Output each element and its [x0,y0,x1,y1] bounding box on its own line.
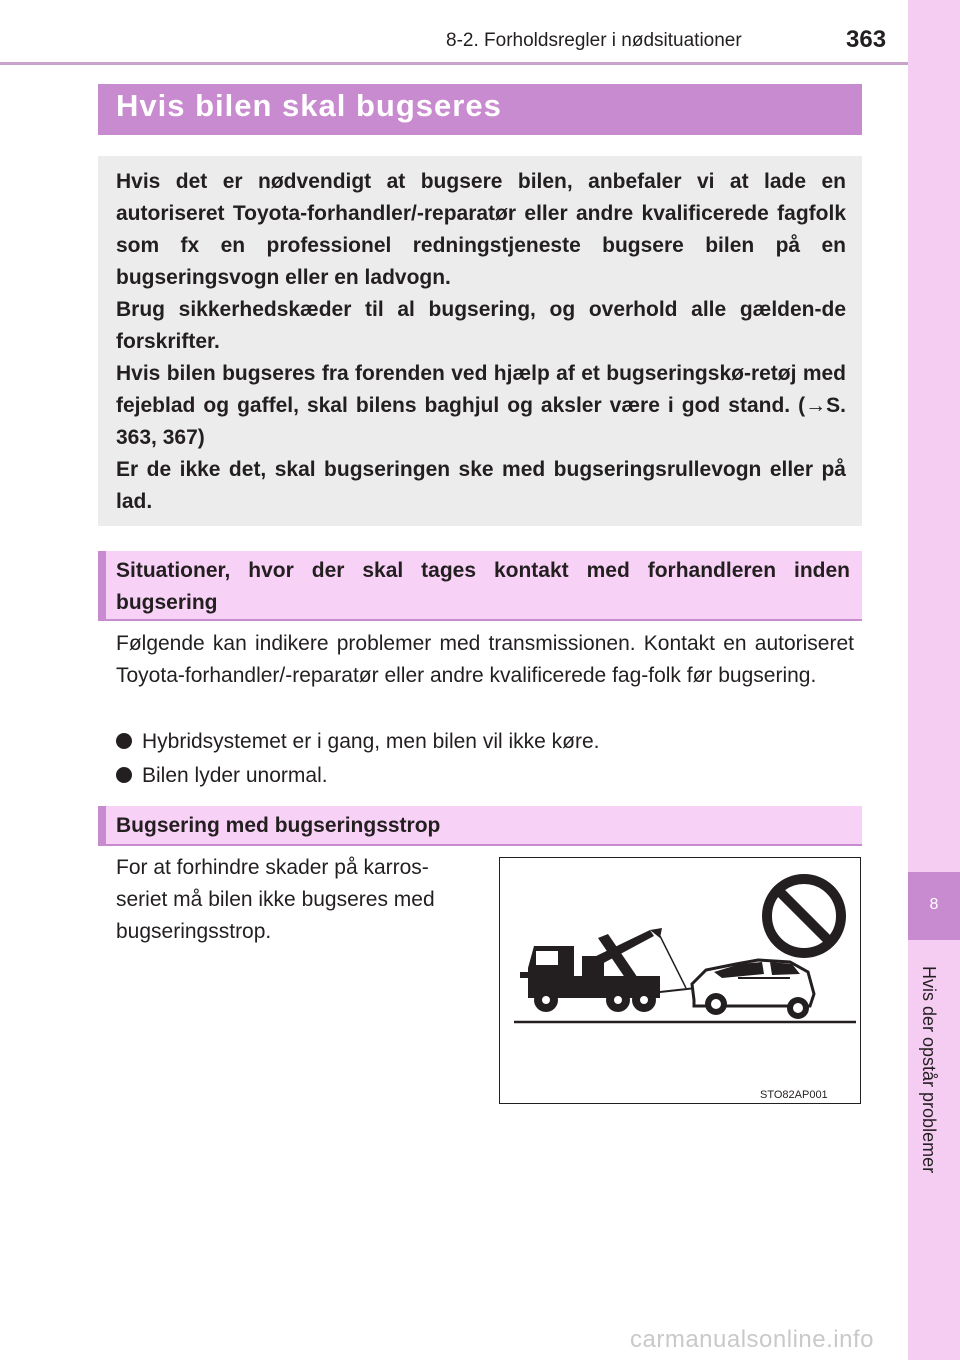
list-item-text: Hybridsystemet er i gang, men bilen vil ikke køre. [142,730,600,753]
list-item-text: Bilen lyder unormal. [142,764,328,787]
header-section-title: 8-2. Forholdsregler i nødsituationer [446,30,742,51]
bullet-icon [116,733,132,749]
section-body: For at forhindre skader på karros-seriet må bilen ikke bugseres med bugseringsstrop. [116,856,435,943]
section-heading: Situationer, hvor der skal tages kontakt med forhandleren inden bugsering [116,559,850,614]
intro-paragraph: Er de ikke det, skal bugseringen ske med bugseringsrullevogn eller på lad. [116,458,846,513]
watermark: carmanualsonline.info [630,1326,874,1353]
car-icon [692,960,814,1019]
figure-code: STO82AP001 [760,1089,828,1101]
chapter-title: Hvis der opstår problemer [919,966,939,1174]
intro-paragraph: Hvis det er nødvendigt at bugsere bilen, anbefaler vi at lade en autoriseret Toyota-forhandler/-reparatør eller andre kvalificerede fagfolk som fx en professionel redningstjeneste bugsere bilen på en bugseringsvogn eller en ladvogn. [116,170,846,289]
intro-paragraph: Brug sikkerhedskæder til al bugsering, og overhold alle gælden-de forskrifter. [116,298,846,353]
section-body [116,628,854,692]
page-number: 363 [846,26,887,53]
intro-paragraph: Hvis bilen bugseres fra forenden ved hjælp af et bugseringskø-retøj med fejeblad og gaffel, skal bilens baghjul og aksler være i god stand. (→S. 363, 367) [116,362,846,449]
bullet-icon [116,767,132,783]
intro-text [116,166,846,518]
header-rule [0,62,910,65]
tow-truck-icon [520,928,662,1012]
chapter-number: 8 [929,896,939,913]
prohibited-icon [767,879,841,953]
list-item [116,760,328,792]
tow-truck-and-car-drawing [500,858,860,1103]
section-heading: Bugsering med bugseringsstrop [116,814,441,837]
tow-strap-illustration [499,857,861,1104]
list-item [116,726,600,758]
page-title: Hvis bilen skal bugseres [116,88,502,123]
section-paragraph: Følgende kan indikere problemer med transmissionen. Kontakt en autoriseret Toyota-forhandler/-reparatør eller andre kvalificerede fag-folk før bugsering. [116,632,854,687]
